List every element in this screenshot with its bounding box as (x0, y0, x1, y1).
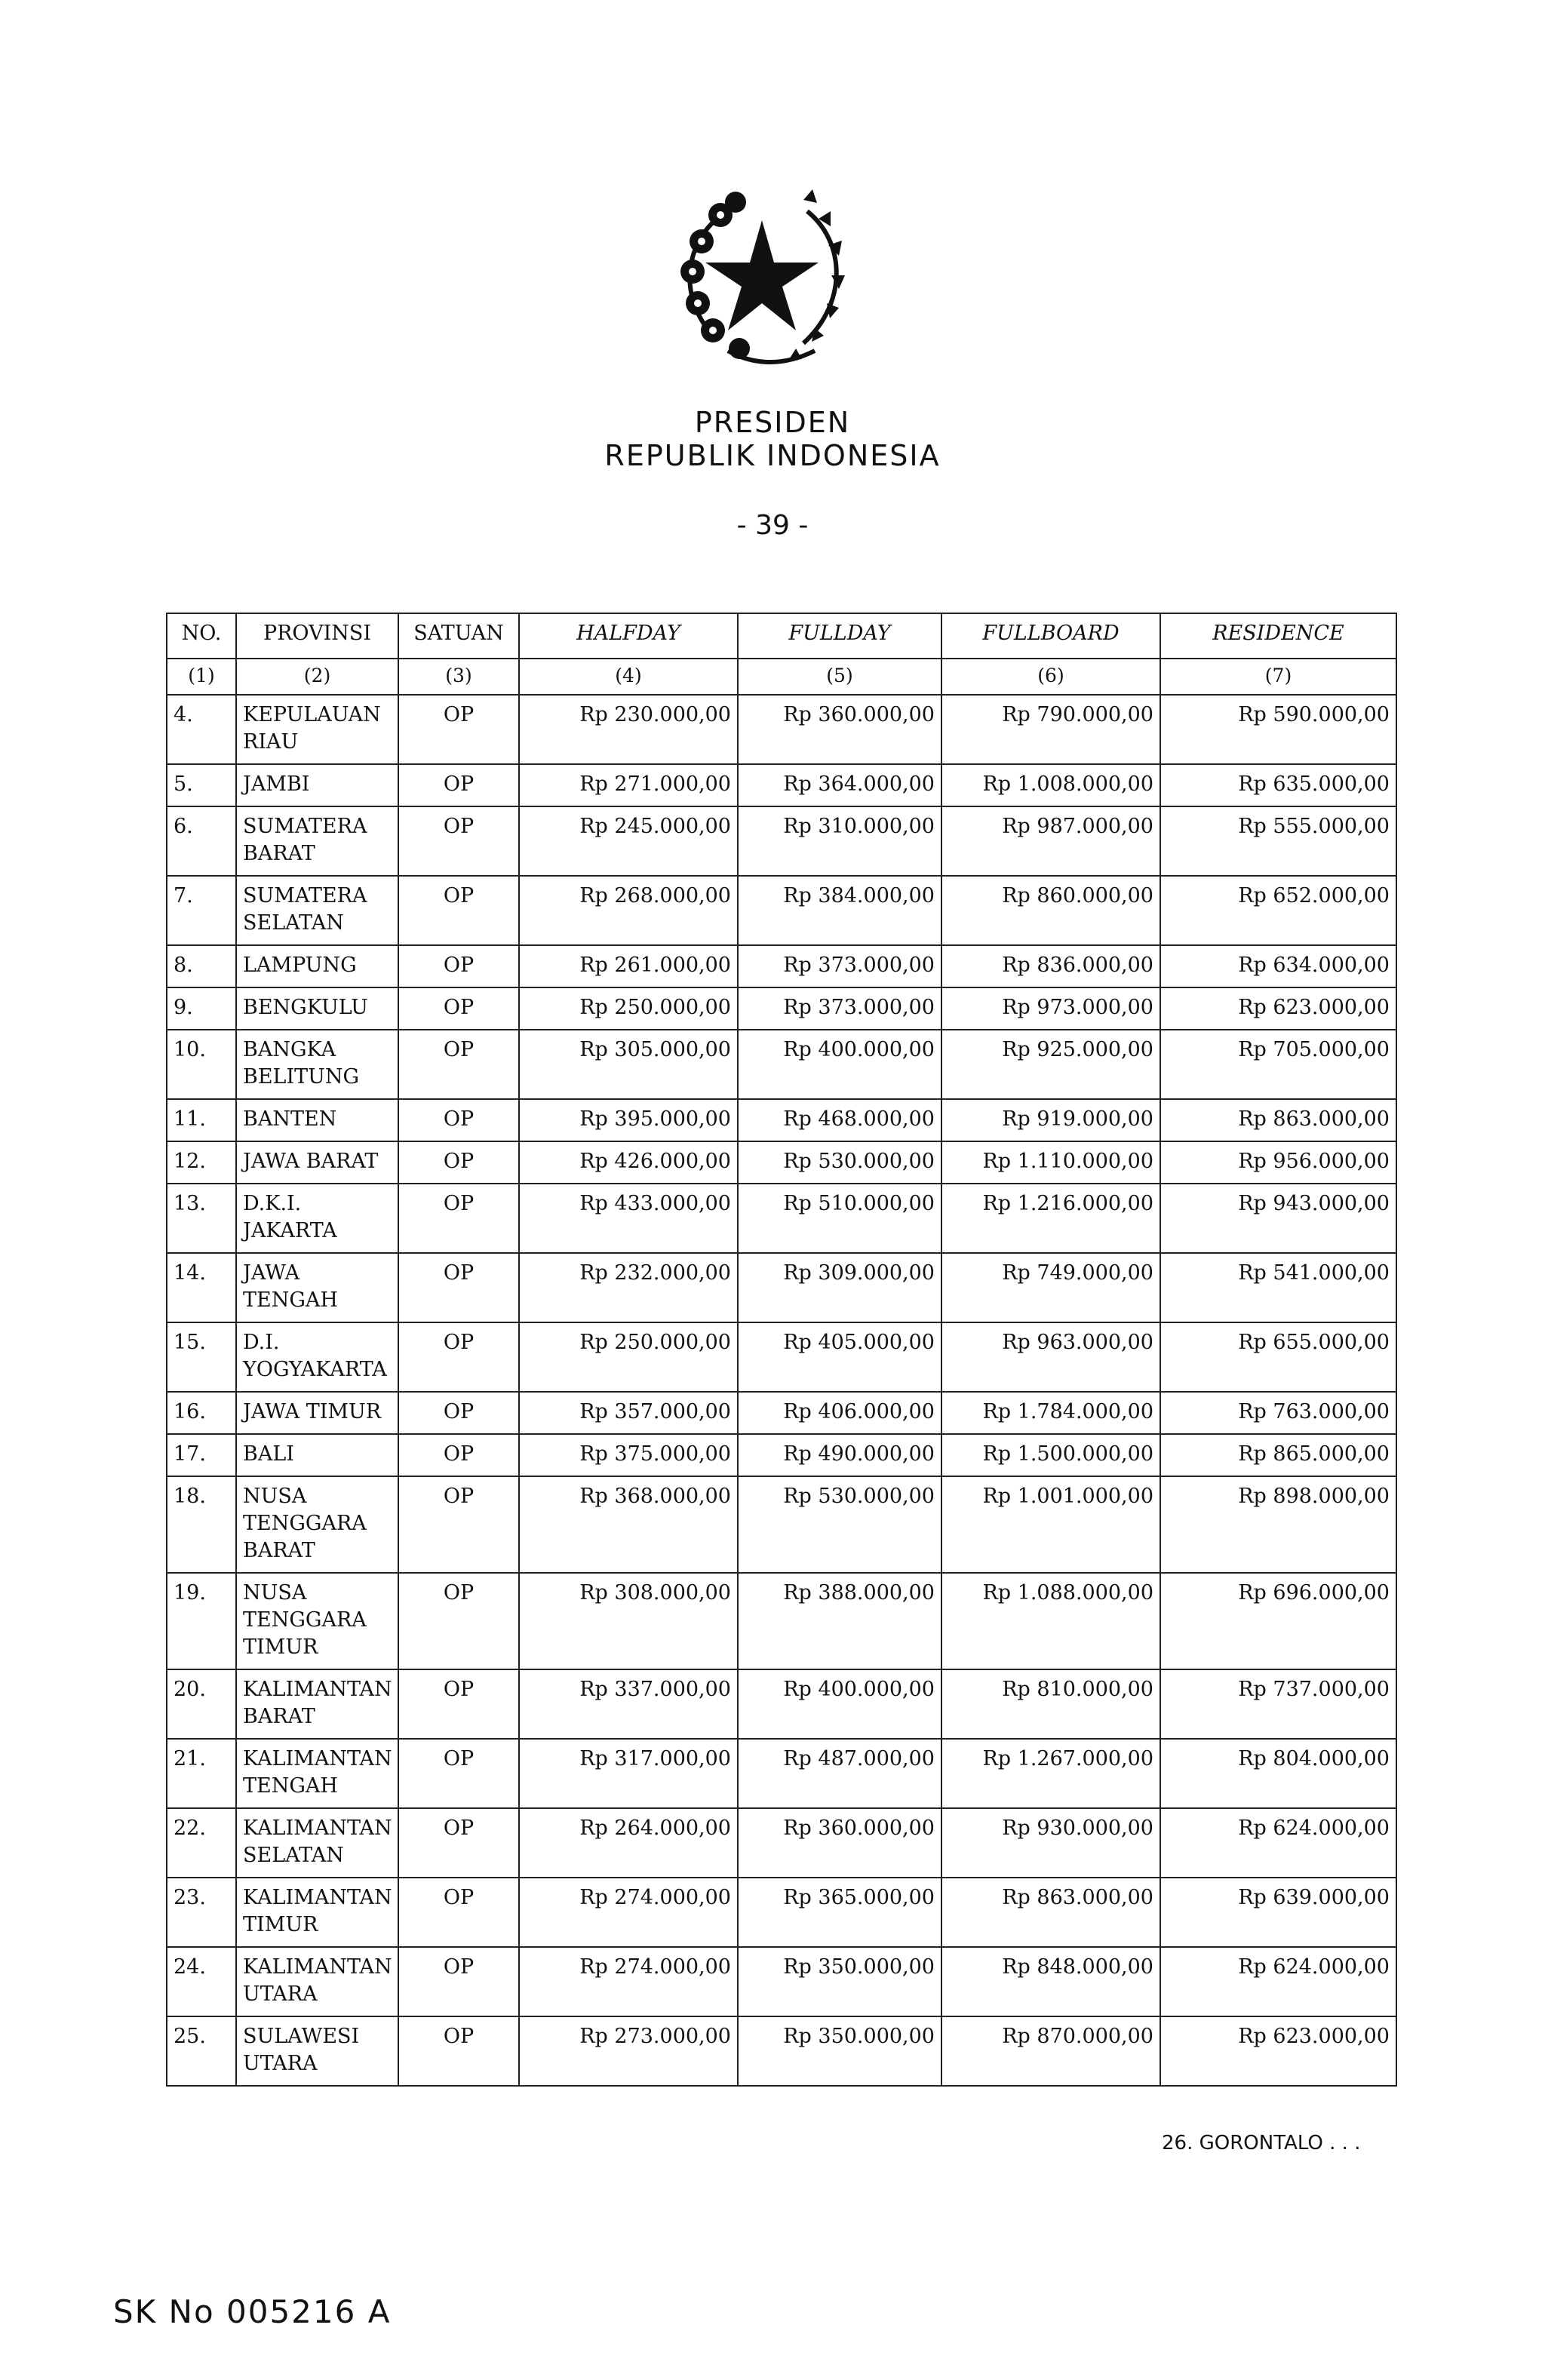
fullboard-rate: Rp 930.000,00 (941, 1808, 1160, 1878)
province-name: KALIMANTAN TIMUR (236, 1878, 398, 1947)
province-name: SUMATERA BARAT (236, 806, 398, 876)
fullboard-rate: Rp 810.000,00 (941, 1669, 1160, 1739)
halfday-rate: Rp 271.000,00 (519, 764, 738, 806)
halfday-rate: Rp 375.000,00 (519, 1434, 738, 1476)
row-number: 9. (167, 987, 236, 1030)
halfday-rate: Rp 274.000,00 (519, 1878, 738, 1947)
header-line-presiden: PRESIDEN (694, 406, 851, 439)
column-number: (4) (519, 659, 738, 695)
header-residence: RESIDENCE (1160, 613, 1396, 659)
halfday-rate: Rp 337.000,00 (519, 1669, 738, 1739)
header-halfday: HALFDAY (519, 613, 738, 659)
garuda-star-wreath-emblem-icon (664, 174, 860, 385)
residence-rate: Rp 737.000,00 (1160, 1669, 1396, 1739)
column-number-row (167, 659, 1396, 695)
row-number: 10. (167, 1030, 236, 1099)
halfday-rate: Rp 268.000,00 (519, 876, 738, 945)
fullday-rate: Rp 350.000,00 (738, 1947, 941, 2016)
fullboard-rate: Rp 973.000,00 (941, 987, 1160, 1030)
table-row (167, 987, 1396, 1030)
fullboard-rate: Rp 836.000,00 (941, 945, 1160, 987)
fullday-rate: Rp 406.000,00 (738, 1392, 941, 1434)
province-name: D.I. YOGYAKARTA (236, 1322, 398, 1392)
fullday-rate: Rp 309.000,00 (738, 1253, 941, 1322)
continuation-note: 26. GORONTALO . . . (1162, 2132, 1361, 2154)
residence-rate: Rp 639.000,00 (1160, 1878, 1396, 1947)
province-name: KEPULAUAN RIAU (236, 695, 398, 764)
header-satuan: SATUAN (398, 613, 519, 659)
row-number: 13. (167, 1184, 236, 1253)
fullboard-rate: Rp 987.000,00 (941, 806, 1160, 876)
province-name: BALI (236, 1434, 398, 1476)
fullboard-rate: Rp 1.500.000,00 (941, 1434, 1160, 1476)
row-number: 7. (167, 876, 236, 945)
row-number: 23. (167, 1878, 236, 1947)
halfday-rate: Rp 245.000,00 (519, 806, 738, 876)
fullday-rate: Rp 373.000,00 (738, 987, 941, 1030)
table-row (167, 695, 1396, 764)
table-row (167, 1392, 1396, 1434)
row-number: 25. (167, 2016, 236, 2086)
province-name: JAWA TENGAH (236, 1253, 398, 1322)
fullboard-rate: Rp 1.110.000,00 (941, 1141, 1160, 1184)
residence-rate: Rp 590.000,00 (1160, 695, 1396, 764)
fullday-rate: Rp 384.000,00 (738, 876, 941, 945)
unit: OP (398, 1573, 519, 1669)
table-row (167, 1947, 1396, 2016)
row-number: 17. (167, 1434, 236, 1476)
unit: OP (398, 876, 519, 945)
column-number: (2) (236, 659, 398, 695)
province-name: BANTEN (236, 1099, 398, 1141)
serial-number: SK No 005216 A (113, 2293, 392, 2330)
fullday-rate: Rp 365.000,00 (738, 1878, 941, 1947)
fullday-rate: Rp 400.000,00 (738, 1669, 941, 1739)
halfday-rate: Rp 274.000,00 (519, 1947, 738, 2016)
halfday-rate: Rp 232.000,00 (519, 1253, 738, 1322)
fullboard-rate: Rp 749.000,00 (941, 1253, 1160, 1322)
province-name: LAMPUNG (236, 945, 398, 987)
halfday-rate: Rp 273.000,00 (519, 2016, 738, 2086)
fullboard-rate: Rp 1.001.000,00 (941, 1476, 1160, 1573)
fullday-rate: Rp 310.000,00 (738, 806, 941, 876)
unit: OP (398, 1808, 519, 1878)
unit: OP (398, 1141, 519, 1184)
table-row (167, 1184, 1396, 1253)
unit: OP (398, 2016, 519, 2086)
halfday-rate: Rp 308.000,00 (519, 1573, 738, 1669)
halfday-rate: Rp 261.000,00 (519, 945, 738, 987)
unit: OP (398, 945, 519, 987)
fullday-rate: Rp 510.000,00 (738, 1184, 941, 1253)
residence-rate: Rp 555.000,00 (1160, 806, 1396, 876)
fullboard-rate: Rp 860.000,00 (941, 876, 1160, 945)
province-name: D.K.I. JAKARTA (236, 1184, 398, 1253)
residence-rate: Rp 652.000,00 (1160, 876, 1396, 945)
fullboard-rate: Rp 1.784.000,00 (941, 1392, 1160, 1434)
province-name: JAWA TIMUR (236, 1392, 398, 1434)
table-row (167, 945, 1396, 987)
unit: OP (398, 987, 519, 1030)
fullboard-rate: Rp 1.008.000,00 (941, 764, 1160, 806)
halfday-rate: Rp 305.000,00 (519, 1030, 738, 1099)
unit: OP (398, 1322, 519, 1392)
fullboard-rate: Rp 1.088.000,00 (941, 1573, 1160, 1669)
table-row (167, 876, 1396, 945)
fullday-rate: Rp 490.000,00 (738, 1434, 941, 1476)
halfday-rate: Rp 426.000,00 (519, 1141, 738, 1184)
residence-rate: Rp 623.000,00 (1160, 2016, 1396, 2086)
halfday-rate: Rp 250.000,00 (519, 987, 738, 1030)
residence-rate: Rp 956.000,00 (1160, 1141, 1396, 1184)
fullday-rate: Rp 388.000,00 (738, 1573, 941, 1669)
page-number: - 39 - (736, 510, 809, 541)
row-number: 5. (167, 764, 236, 806)
unit: OP (398, 1669, 519, 1739)
province-name: BENGKULU (236, 987, 398, 1030)
residence-rate: Rp 763.000,00 (1160, 1392, 1396, 1434)
unit: OP (398, 1030, 519, 1099)
column-number: (7) (1160, 659, 1396, 695)
province-name: KALIMANTAN UTARA (236, 1947, 398, 2016)
halfday-rate: Rp 264.000,00 (519, 1808, 738, 1878)
province-name: SULAWESI UTARA (236, 2016, 398, 2086)
halfday-rate: Rp 433.000,00 (519, 1184, 738, 1253)
residence-rate: Rp 624.000,00 (1160, 1808, 1396, 1878)
table-row (167, 1669, 1396, 1739)
table-row (167, 2016, 1396, 2086)
row-number: 20. (167, 1669, 236, 1739)
fullboard-rate: Rp 963.000,00 (941, 1322, 1160, 1392)
residence-rate: Rp 541.000,00 (1160, 1253, 1396, 1322)
row-number: 11. (167, 1099, 236, 1141)
residence-rate: Rp 634.000,00 (1160, 945, 1396, 987)
table-row (167, 1573, 1396, 1669)
fullday-rate: Rp 530.000,00 (738, 1141, 941, 1184)
table-row (167, 1253, 1396, 1322)
unit: OP (398, 806, 519, 876)
fullday-rate: Rp 350.000,00 (738, 2016, 941, 2086)
row-number: 8. (167, 945, 236, 987)
residence-rate: Rp 865.000,00 (1160, 1434, 1396, 1476)
unit: OP (398, 1099, 519, 1141)
residence-rate: Rp 655.000,00 (1160, 1322, 1396, 1392)
province-name: JAMBI (236, 764, 398, 806)
halfday-rate: Rp 357.000,00 (519, 1392, 738, 1434)
province-name: KALIMANTAN SELATAN (236, 1808, 398, 1878)
halfday-rate: Rp 368.000,00 (519, 1476, 738, 1573)
fullboard-rate: Rp 1.267.000,00 (941, 1739, 1160, 1808)
rates-table (166, 613, 1397, 2087)
table-row (167, 764, 1396, 806)
fullday-rate: Rp 360.000,00 (738, 1808, 941, 1878)
fullboard-rate: Rp 870.000,00 (941, 2016, 1160, 2086)
table-row (167, 1030, 1396, 1099)
fullboard-rate: Rp 1.216.000,00 (941, 1184, 1160, 1253)
residence-rate: Rp 898.000,00 (1160, 1476, 1396, 1573)
province-name: JAWA BARAT (236, 1141, 398, 1184)
row-number: 22. (167, 1808, 236, 1878)
row-number: 14. (167, 1253, 236, 1322)
table-row (167, 806, 1396, 876)
province-name: NUSA TENGGARA BARAT (236, 1476, 398, 1573)
header-fullday: FULLDAY (738, 613, 941, 659)
fullday-rate: Rp 405.000,00 (738, 1322, 941, 1392)
row-number: 16. (167, 1392, 236, 1434)
header-provinsi: PROVINSI (236, 613, 398, 659)
province-name: BANGKA BELITUNG (236, 1030, 398, 1099)
table-row (167, 1476, 1396, 1573)
header-line-republik: REPUBLIK INDONESIA (604, 439, 941, 472)
unit: OP (398, 1878, 519, 1947)
fullboard-rate: Rp 925.000,00 (941, 1030, 1160, 1099)
unit: OP (398, 1434, 519, 1476)
unit: OP (398, 1184, 519, 1253)
column-number: (1) (167, 659, 236, 695)
fullday-rate: Rp 360.000,00 (738, 695, 941, 764)
residence-rate: Rp 696.000,00 (1160, 1573, 1396, 1669)
fullboard-rate: Rp 919.000,00 (941, 1099, 1160, 1141)
header-no: NO. (167, 613, 236, 659)
fullboard-rate: Rp 790.000,00 (941, 695, 1160, 764)
unit: OP (398, 1739, 519, 1808)
province-name: SUMATERA SELATAN (236, 876, 398, 945)
fullboard-rate: Rp 848.000,00 (941, 1947, 1160, 2016)
unit: OP (398, 1947, 519, 2016)
residence-rate: Rp 943.000,00 (1160, 1184, 1396, 1253)
table-row (167, 1099, 1396, 1141)
table-row (167, 1808, 1396, 1878)
residence-rate: Rp 804.000,00 (1160, 1739, 1396, 1808)
row-number: 4. (167, 695, 236, 764)
unit: OP (398, 695, 519, 764)
table-header-row (167, 613, 1396, 659)
fullday-rate: Rp 373.000,00 (738, 945, 941, 987)
row-number: 19. (167, 1573, 236, 1669)
fullday-rate: Rp 468.000,00 (738, 1099, 941, 1141)
table-row (167, 1322, 1396, 1392)
fullday-rate: Rp 400.000,00 (738, 1030, 941, 1099)
residence-rate: Rp 624.000,00 (1160, 1947, 1396, 2016)
fullday-rate: Rp 487.000,00 (738, 1739, 941, 1808)
province-name: KALIMANTAN BARAT (236, 1669, 398, 1739)
fullday-rate: Rp 530.000,00 (738, 1476, 941, 1573)
header-fullboard: FULLBOARD (941, 613, 1160, 659)
residence-rate: Rp 635.000,00 (1160, 764, 1396, 806)
row-number: 6. (167, 806, 236, 876)
row-number: 18. (167, 1476, 236, 1573)
fullday-rate: Rp 364.000,00 (738, 764, 941, 806)
halfday-rate: Rp 317.000,00 (519, 1739, 738, 1808)
residence-rate: Rp 623.000,00 (1160, 987, 1396, 1030)
unit: OP (398, 1392, 519, 1434)
halfday-rate: Rp 395.000,00 (519, 1099, 738, 1141)
unit: OP (398, 764, 519, 806)
table-row (167, 1739, 1396, 1808)
table-row (167, 1141, 1396, 1184)
residence-rate: Rp 705.000,00 (1160, 1030, 1396, 1099)
table-row (167, 1434, 1396, 1476)
residence-rate: Rp 863.000,00 (1160, 1099, 1396, 1141)
unit: OP (398, 1253, 519, 1322)
fullboard-rate: Rp 863.000,00 (941, 1878, 1160, 1947)
province-name: KALIMANTAN TENGAH (236, 1739, 398, 1808)
halfday-rate: Rp 230.000,00 (519, 695, 738, 764)
row-number: 12. (167, 1141, 236, 1184)
row-number: 24. (167, 1947, 236, 2016)
halfday-rate: Rp 250.000,00 (519, 1322, 738, 1392)
column-number: (3) (398, 659, 519, 695)
row-number: 21. (167, 1739, 236, 1808)
table-row (167, 1878, 1396, 1947)
column-number: (6) (941, 659, 1160, 695)
column-number: (5) (738, 659, 941, 695)
row-number: 15. (167, 1322, 236, 1392)
unit: OP (398, 1476, 519, 1573)
province-name: NUSA TENGGARA TIMUR (236, 1573, 398, 1669)
